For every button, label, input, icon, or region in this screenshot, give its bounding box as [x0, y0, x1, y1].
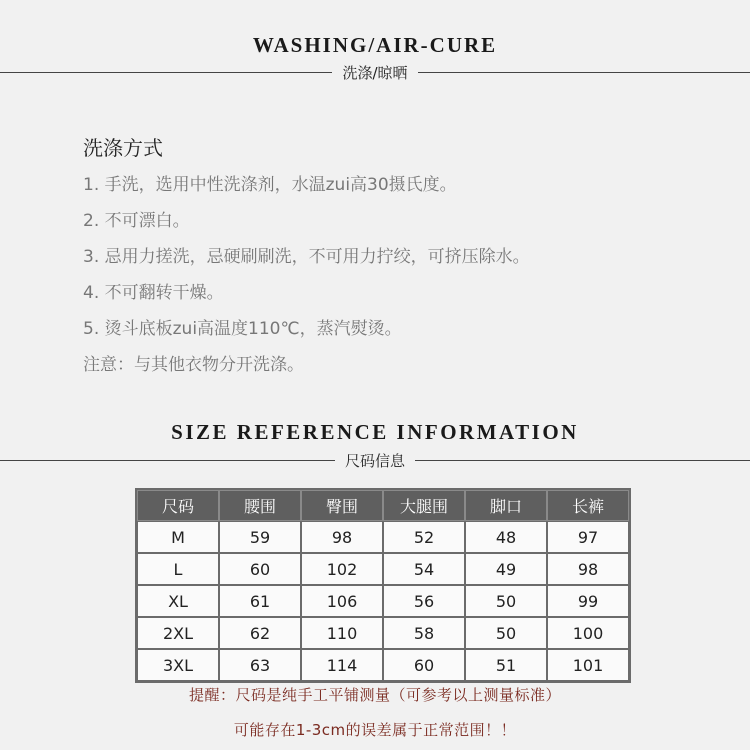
- cell-size: M: [137, 521, 219, 553]
- header-thigh: 大腿围: [383, 490, 465, 521]
- cell-hip: 106: [301, 585, 383, 617]
- table-row: [137, 585, 629, 617]
- cell-waist: 62: [219, 617, 301, 649]
- cell-hip: 102: [301, 553, 383, 585]
- table-header-row: [137, 490, 629, 521]
- header-length: 长裤: [547, 490, 629, 521]
- measurement-reminder: 提醒：尺码是纯手工平铺测量（可参考以上测量标准）: [188, 686, 561, 704]
- washing-heading: 洗涤方式: [83, 136, 163, 160]
- cell-waist: 60: [219, 553, 301, 585]
- size-subtitle: 尺码信息: [345, 451, 406, 470]
- cell-thigh: 60: [383, 649, 465, 681]
- divider-line-left: [0, 460, 335, 461]
- cell-size: 3XL: [137, 649, 219, 681]
- divider-line-right: [415, 460, 750, 461]
- cell-length: 100: [547, 617, 629, 649]
- washing-line-2: 2. 不可漂白。: [83, 211, 190, 231]
- cell-size: XL: [137, 585, 219, 617]
- cell-leg-opening: 49: [465, 553, 547, 585]
- divider-line-left: [0, 72, 332, 73]
- size-section-title: SIZE REFERENCE INFORMATION: [171, 420, 579, 444]
- table-row: [137, 617, 629, 649]
- cell-waist: 63: [219, 649, 301, 681]
- cell-hip: 98: [301, 521, 383, 553]
- cell-leg-opening: 50: [465, 617, 547, 649]
- header-size: 尺码: [137, 490, 219, 521]
- cell-size: L: [137, 553, 219, 585]
- header-hip: 臀围: [301, 490, 383, 521]
- error-range-note: 可能存在1-3cm的误差属于正常范围！！: [233, 721, 517, 739]
- table-row: [137, 553, 629, 585]
- washing-line-1: 1. 手洗，选用中性洗涤剂，水温zui高30摄氏度。: [83, 175, 457, 195]
- cell-hip: 110: [301, 617, 383, 649]
- header-waist: 腰围: [219, 490, 301, 521]
- size-divider: [0, 449, 750, 471]
- washing-note: 注意：与其他衣物分开洗涤。: [83, 355, 304, 375]
- cell-thigh: 54: [383, 553, 465, 585]
- cell-length: 98: [547, 553, 629, 585]
- size-table: [135, 488, 631, 683]
- cell-hip: 114: [301, 649, 383, 681]
- cell-leg-opening: 48: [465, 521, 547, 553]
- washing-line-4: 4. 不可翻转干燥。: [83, 283, 224, 303]
- cell-thigh: 56: [383, 585, 465, 617]
- header-leg-opening: 脚口: [465, 490, 547, 521]
- cell-leg-opening: 51: [465, 649, 547, 681]
- washing-line-5: 5. 烫斗底板zui高温度110℃，蒸汽熨烫。: [83, 319, 402, 339]
- cell-waist: 61: [219, 585, 301, 617]
- washing-section-title: WASHING/AIR-CURE: [252, 33, 498, 57]
- table-row: [137, 649, 629, 681]
- cell-thigh: 52: [383, 521, 465, 553]
- cell-size: 2XL: [137, 617, 219, 649]
- washing-instructions: [83, 132, 530, 383]
- cell-length: 99: [547, 585, 629, 617]
- washing-line-3: 3. 忌用力搓洗，忌硬刷刷洗，不可用力拧绞，可挤压除水。: [83, 247, 530, 267]
- cell-waist: 59: [219, 521, 301, 553]
- cell-leg-opening: 50: [465, 585, 547, 617]
- divider-line-right: [418, 72, 750, 73]
- cell-thigh: 58: [383, 617, 465, 649]
- cell-length: 97: [547, 521, 629, 553]
- table-row: [137, 521, 629, 553]
- washing-divider: [0, 61, 750, 83]
- washing-subtitle: 洗涤/晾晒: [342, 63, 408, 82]
- cell-length: 101: [547, 649, 629, 681]
